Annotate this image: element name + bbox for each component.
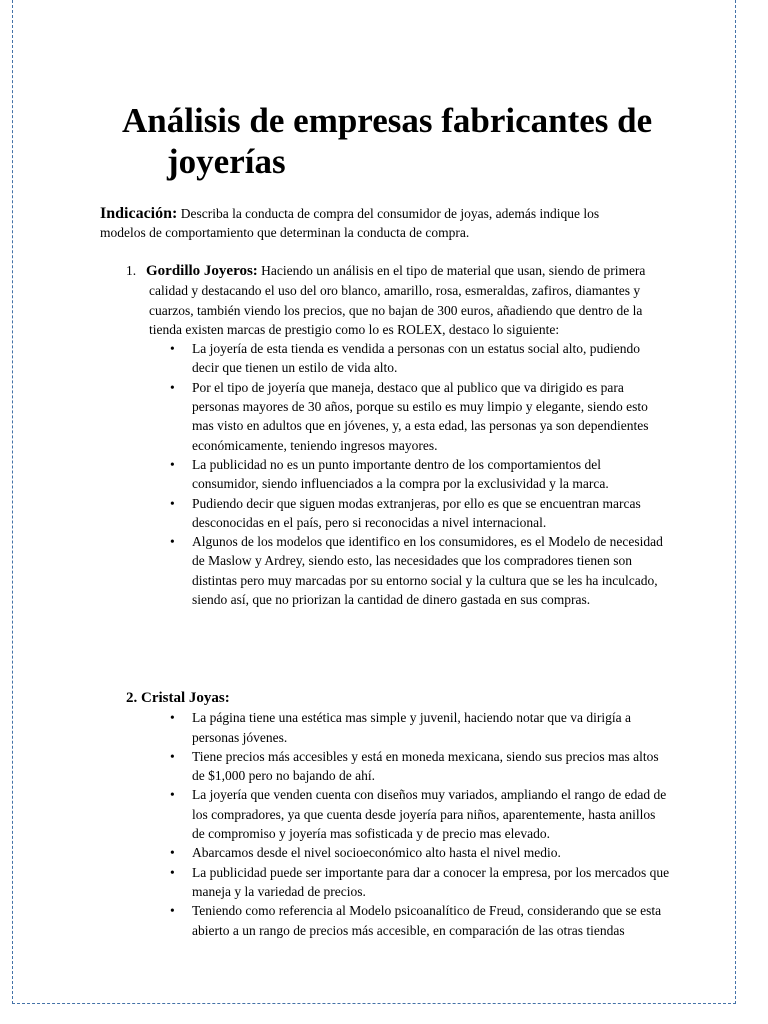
document-title xyxy=(122,100,722,182)
list-item xyxy=(126,494,666,533)
bullet-icon: • xyxy=(170,341,175,357)
bullet-icon: • xyxy=(170,710,175,726)
list-item xyxy=(126,378,666,455)
section-cristal-joyas xyxy=(126,688,671,940)
section-1-number: 1. xyxy=(126,263,137,278)
bullet-icon: • xyxy=(170,787,175,803)
bullet-icon: • xyxy=(170,379,175,395)
list-item xyxy=(126,747,671,786)
list-item-text: Abarcamos desde el nivel socioeconómico alto hasta el nivel medio. xyxy=(192,845,561,861)
list-item xyxy=(126,339,666,378)
bullet-icon: • xyxy=(170,903,175,919)
list-item-text: La página tiene una estética mas simple y juvenil, haciendo notar que va dirigía a personas jóvenes. xyxy=(192,710,631,745)
bullet-icon: • xyxy=(170,456,175,472)
indicacion-label: Indicación: xyxy=(100,205,178,222)
bullet-icon: • xyxy=(170,845,175,861)
bullet-icon: • xyxy=(170,534,175,550)
title-line-2: joyerías xyxy=(167,142,286,181)
list-item-text: La joyería de esta tienda es vendida a personas con un estatus social alto, pudiendo decir que tienen un estilo de vida alto. xyxy=(192,341,640,376)
section-2-bullet-list xyxy=(126,708,671,940)
list-item-text: Por el tipo de joyería que maneja, destaco que al publico que va dirigido es para personas mayores de 30 años, porque su estilo es muy limpio y elegante, siendo esto mas visto en adultos que en jóvenes, y, a esta edad, las personas ya son dependientes económicamente, teniendo ingresos mayores. xyxy=(192,379,649,453)
title-line-1: Análisis de empresas fabricantes de xyxy=(122,101,653,140)
indicacion-text: Describa la conducta de compra del consumidor de joyas, además indique los modelos de comportamiento que determinan la conducta de compra. xyxy=(100,206,600,240)
section-1-heading xyxy=(126,261,666,339)
list-item-text: Teniendo como referencia al Modelo psicoanalítico de Freud, considerando que se esta abierto a un rango de precios más accesible, en comparación de las otras tiendas xyxy=(192,903,662,938)
list-item-text: La publicidad puede ser importante para dar a conocer la empresa, por los mercados que maneja y la variedad de precios. xyxy=(192,864,670,899)
list-item-text: La publicidad no es un punto importante dentro de los comportamientos del consumidor, siendo influenciados a la compra por la exclusividad y la marca. xyxy=(192,456,609,492)
list-item xyxy=(126,863,671,902)
list-item xyxy=(126,843,671,862)
list-item xyxy=(126,455,666,494)
list-item-text: Algunos de los modelos que identifico en los consumidores, es el Modelo de necesidad de Maslow y Ardrey, siendo esto, las necesidades que los compradores tienen son distintas pero muy marcadas por su entorno social y la cultura que se les ha inculcado, siendo así, que no priorizan la cantidad de dinero gastada en sus compras. xyxy=(192,534,663,608)
list-item xyxy=(126,708,671,747)
section-1-name: Gordillo Joyeros: xyxy=(146,263,258,279)
list-item-text: Tiene precios más accesibles y está en moneda mexicana, siendo sus precios mas altos de $1,000 pero no bajando de ahí. xyxy=(192,748,659,784)
list-item-text: La joyería que venden cuenta con diseños muy variados, ampliando el rango de edad de los compradores, ya que cuenta desde joyería para niños, aparentemente, hasta anillos de compromiso y joyería mas sofisticada y de precio mas elevado. xyxy=(192,787,667,842)
list-item xyxy=(126,901,671,940)
bullet-icon: • xyxy=(170,864,175,880)
list-item-text: Pudiendo decir que siguen modas extranjeras, por ello es que se encuentran marcas desconocidas en el país, pero si reconocidas a nivel internacional. xyxy=(192,495,641,530)
bullet-icon: • xyxy=(170,495,175,511)
indicacion-paragraph xyxy=(100,204,645,242)
section-2-heading xyxy=(126,688,671,708)
section-gordillo-joyeros xyxy=(126,261,666,609)
section-1-intro: Haciendo un análisis en el tipo de material que usan, siendo de primera calidad y destacando el uso del oro blanco, amarillo, rosa, esmeraldas, zafiros, diamantes y cuarzos, también viendo los precios, que no bajan de 300 euros, añadiendo que dentro de la tienda existen marcas de prestigio como lo es ROLEX, destaco lo siguiente: xyxy=(149,263,646,337)
section-2-title: 2. Cristal Joyas: xyxy=(126,690,230,706)
list-item xyxy=(126,785,671,843)
section-1-bullet-list xyxy=(126,339,666,609)
list-item xyxy=(126,532,666,609)
bullet-icon: • xyxy=(170,748,175,764)
